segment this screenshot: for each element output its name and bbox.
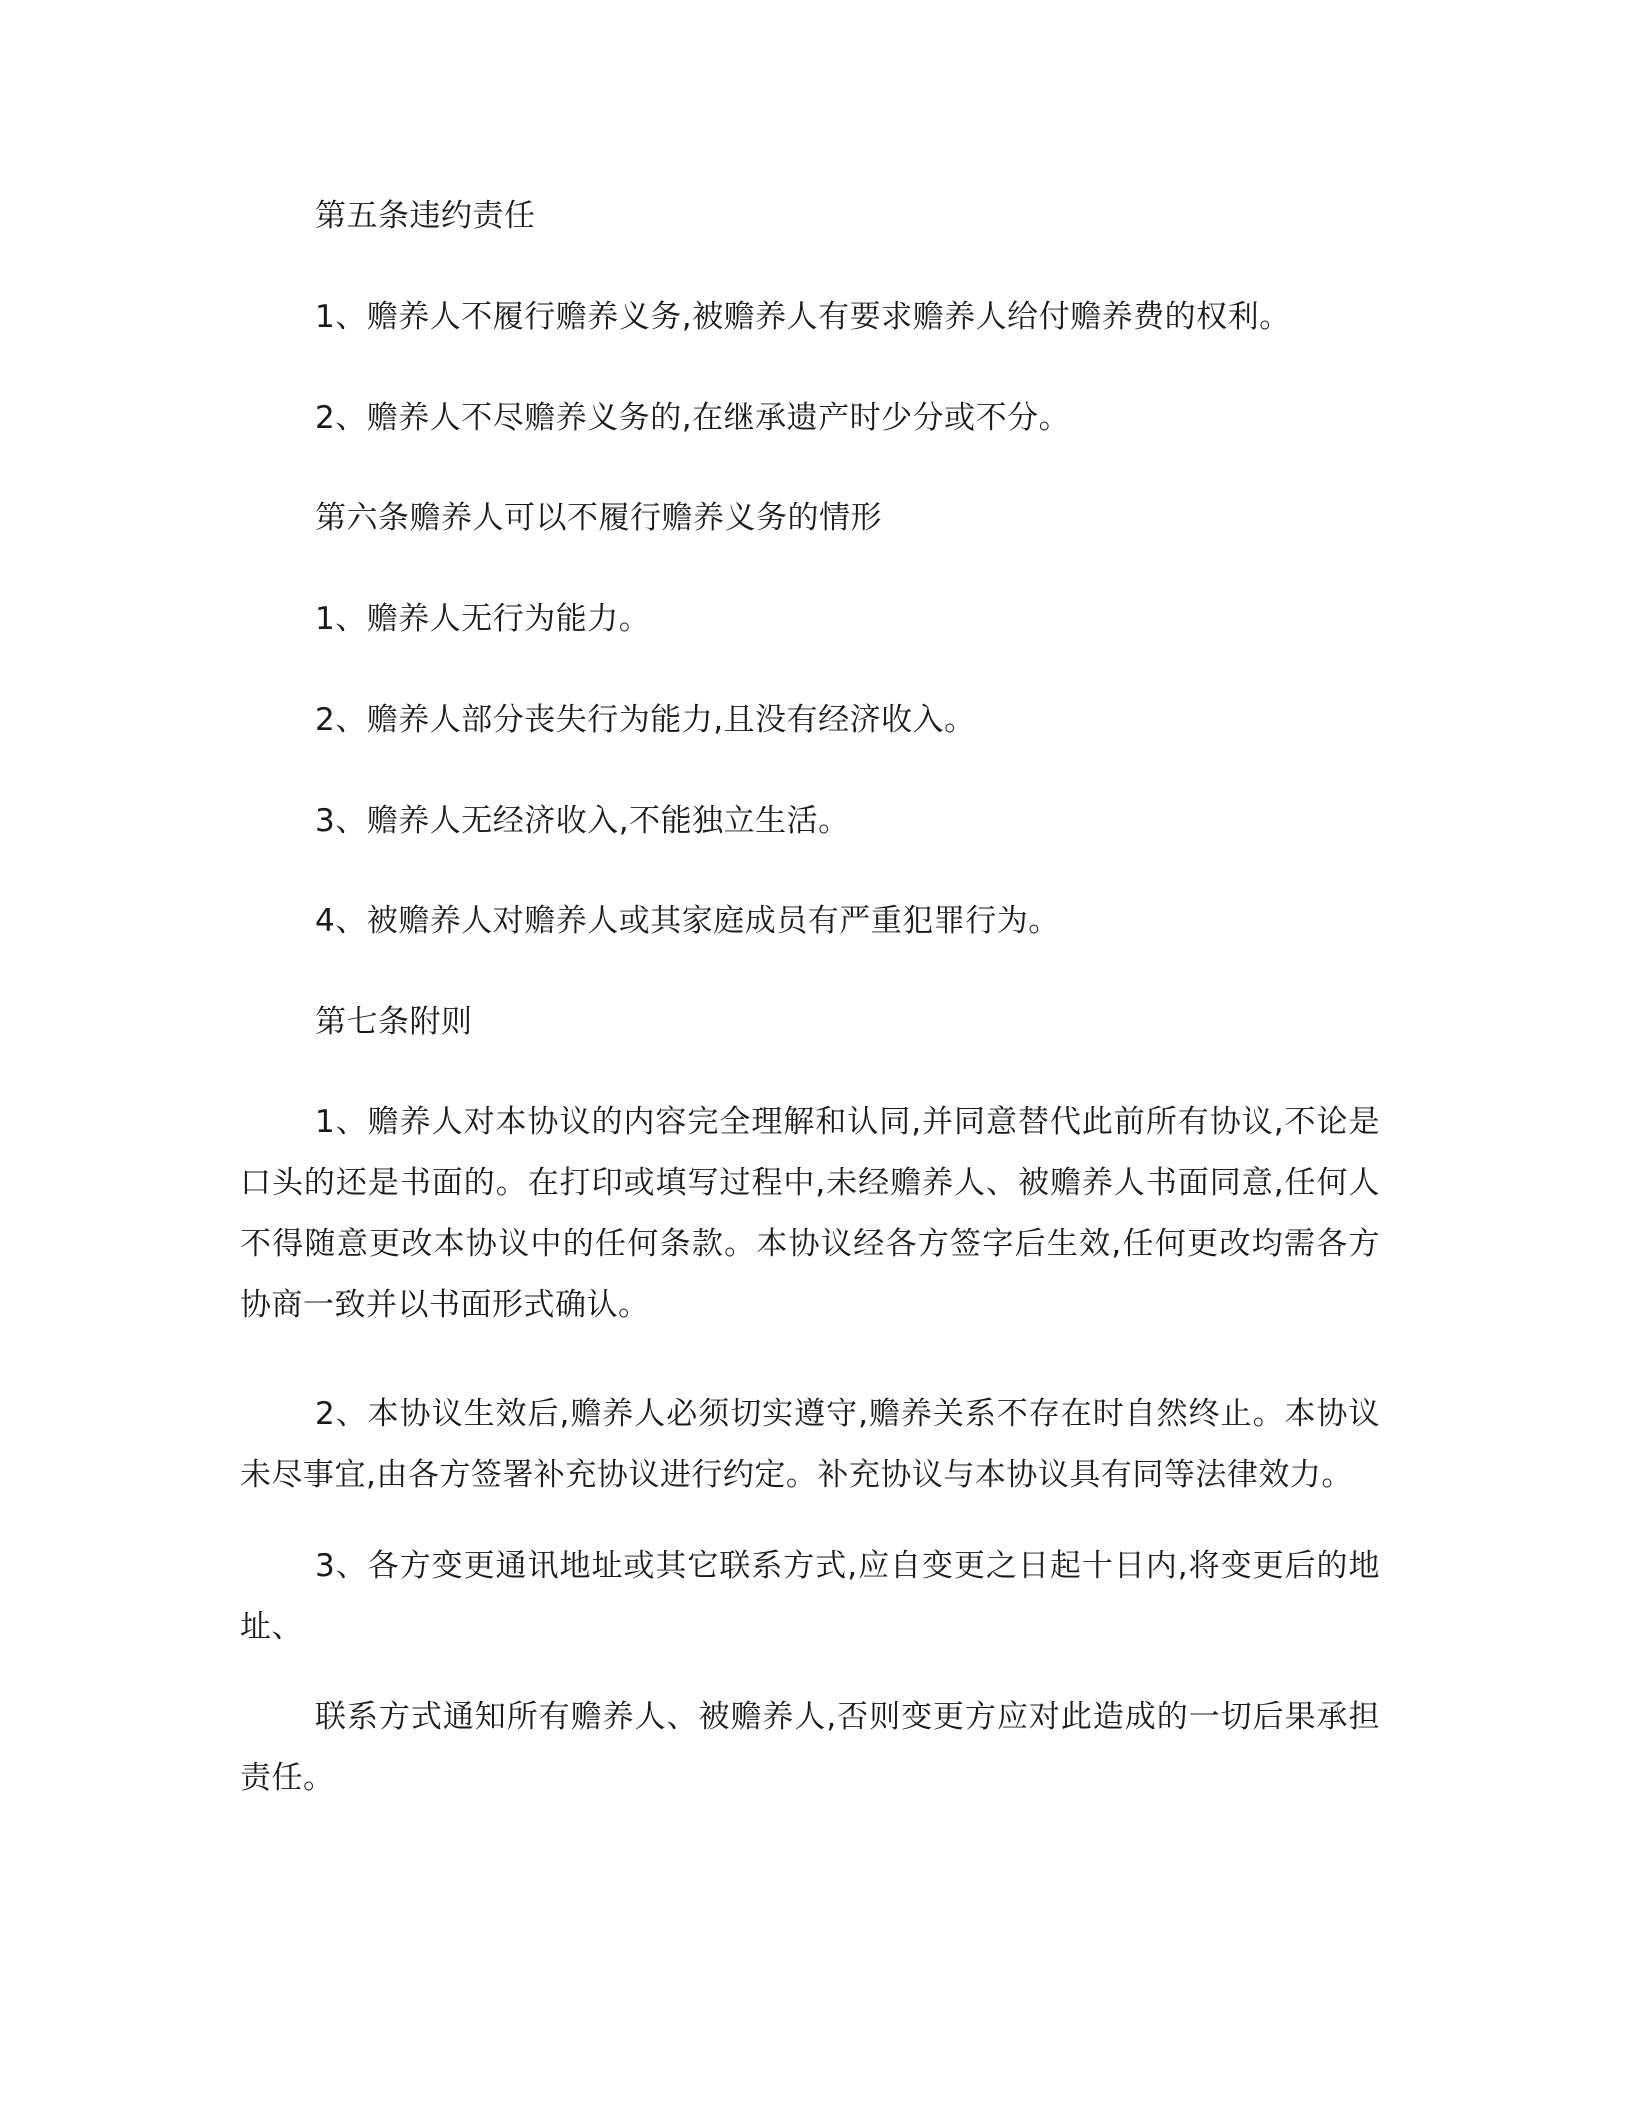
article-6-item-2: 2、赡养人部分丧失行为能力,且没有经济收入。 [315, 702, 976, 738]
article-6-item-4: 4、被赡养人对赡养人或其家庭成员有严重犯罪行为。 [315, 903, 1060, 939]
article-7-item-4: 联系方式通知所有赡养人、被赡养人,否则变更方应对此造成的一切后果承担责任。 [240, 1699, 1380, 1796]
article-7-item-3: 3、各方变更通讯地址或其它联系方式,应自变更之日起十日内,将变更后的地址、 [240, 1548, 1380, 1645]
article-7-item-2: 2、本协议生效后,赡养人必须切实遵守,赡养关系不存在时自然终止。本协议未尽事宜,由各方签署补充协议进行约定。补充协议与本协议具有同等法律效力。 [240, 1396, 1380, 1493]
article-7-heading: 第七条附则 [315, 1004, 473, 1040]
article-6-item-3: 3、赡养人无经济收入,不能独立生活。 [315, 803, 850, 839]
article-5-heading: 第五条违约责任 [315, 198, 536, 234]
article-5-item-2: 2、赡养人不尽赡养义务的,在继承遗产时少分或不分。 [315, 400, 1071, 436]
article-7-item-1: 1、赡养人对本协议的内容完全理解和认同,并同意替代此前所有协议,不论是口头的还是书面的。在打印或填写过程中,未经赡养人、被赡养人书面同意,任何人不得随意更改本协议中的任何条款。本协议经各方签字后生效,任何更改均需各方协商一致并以书面形式确认。 [240, 1104, 1380, 1323]
article-6-heading: 第六条赡养人可以不履行赡养义务的情形 [315, 500, 882, 536]
article-6-item-1: 1、赡养人无行为能力。 [315, 601, 651, 637]
article-5-item-1: 1、赡养人不履行赡养义务,被赡养人有要求赡养人给付赡养费的权利。 [315, 299, 1291, 335]
